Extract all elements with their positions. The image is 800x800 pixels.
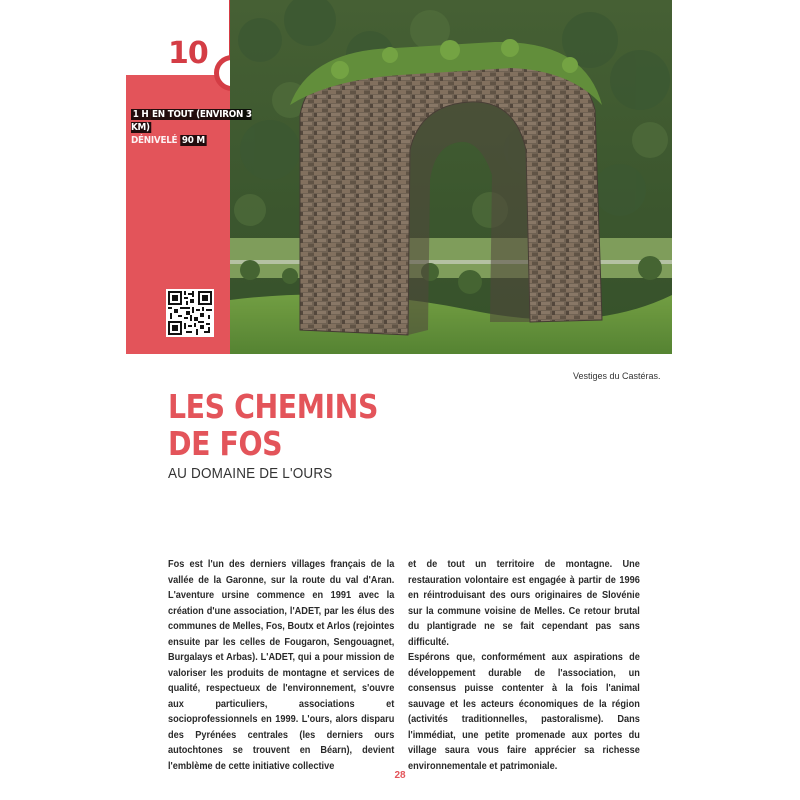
body-paragraph: Espérons que, conformément aux aspirations de développement durable de l'association, un consensus puisse contenter à la fois l'animal sauvage et les acteurs économiques de la région (activités traditionnelles, pastoralisme). Dans l'immédiat, une petite promenade aux portes du village saura vous faire apprécier sa richesse environnementale et patrimoniale. bbox=[408, 652, 640, 772]
page-subtitle: AU DOMAINE DE L'OURS bbox=[168, 465, 333, 482]
body-column-right bbox=[408, 557, 640, 774]
elevation-label: DÉNIVELÉ bbox=[131, 135, 178, 146]
body-paragraph: Fos est l'un des derniers villages français de la vallée de la Garonne, sur la route du val d'Aran. L'aventure ursine commence en 1991 avec la création d'une association, l'ADET, par les élus des communes de Melles, Fos, Boutx et Arlos (rejointes ensuite par les celles de Fougaron, Sengouagnet, Burgalays et Arbas). L'ADET, qui a pour mission de valoriser les produits de montagne et services de qualité, respectueux de l'environnement, s'ouvre aux particuliers, associations et socioprofessionnels en 1999. L'ours, alors disparu des Pyrénées centrales (les derniers ours autochtones se trouvent en Béarn), devient l'emblème de cette initiative collective bbox=[168, 559, 395, 772]
route-number: 10 bbox=[168, 36, 208, 71]
photo-casteras-ruins bbox=[230, 0, 672, 354]
elevation-value: 90 M bbox=[181, 135, 205, 146]
title-line-2: DE FOS bbox=[168, 424, 283, 463]
body-paragraph: et de tout un territoire de montagne. Une restauration volontaire est engagée à partir de 1996 en réintroduisant des ours originaires de Slovénie sur la commune voisine de Melles. Ce retour brutal du plantigrade ne se fait cependant pas sans difficulté. bbox=[408, 559, 640, 648]
duration-line bbox=[131, 108, 272, 134]
page-title bbox=[168, 388, 426, 462]
page-number: 28 bbox=[394, 770, 406, 781]
duration-text: EN TOUT (ENVIRON 3 KM) bbox=[131, 109, 252, 133]
duration-value: 1 H bbox=[132, 109, 149, 120]
body-column-left bbox=[168, 557, 394, 774]
title-line-1: LES CHEMINS bbox=[168, 387, 379, 426]
photo-caption: Vestiges du Castéras. bbox=[573, 371, 661, 381]
route-info bbox=[131, 108, 272, 147]
qr-code-icon[interactable] bbox=[166, 289, 214, 337]
elevation-line bbox=[131, 134, 272, 147]
